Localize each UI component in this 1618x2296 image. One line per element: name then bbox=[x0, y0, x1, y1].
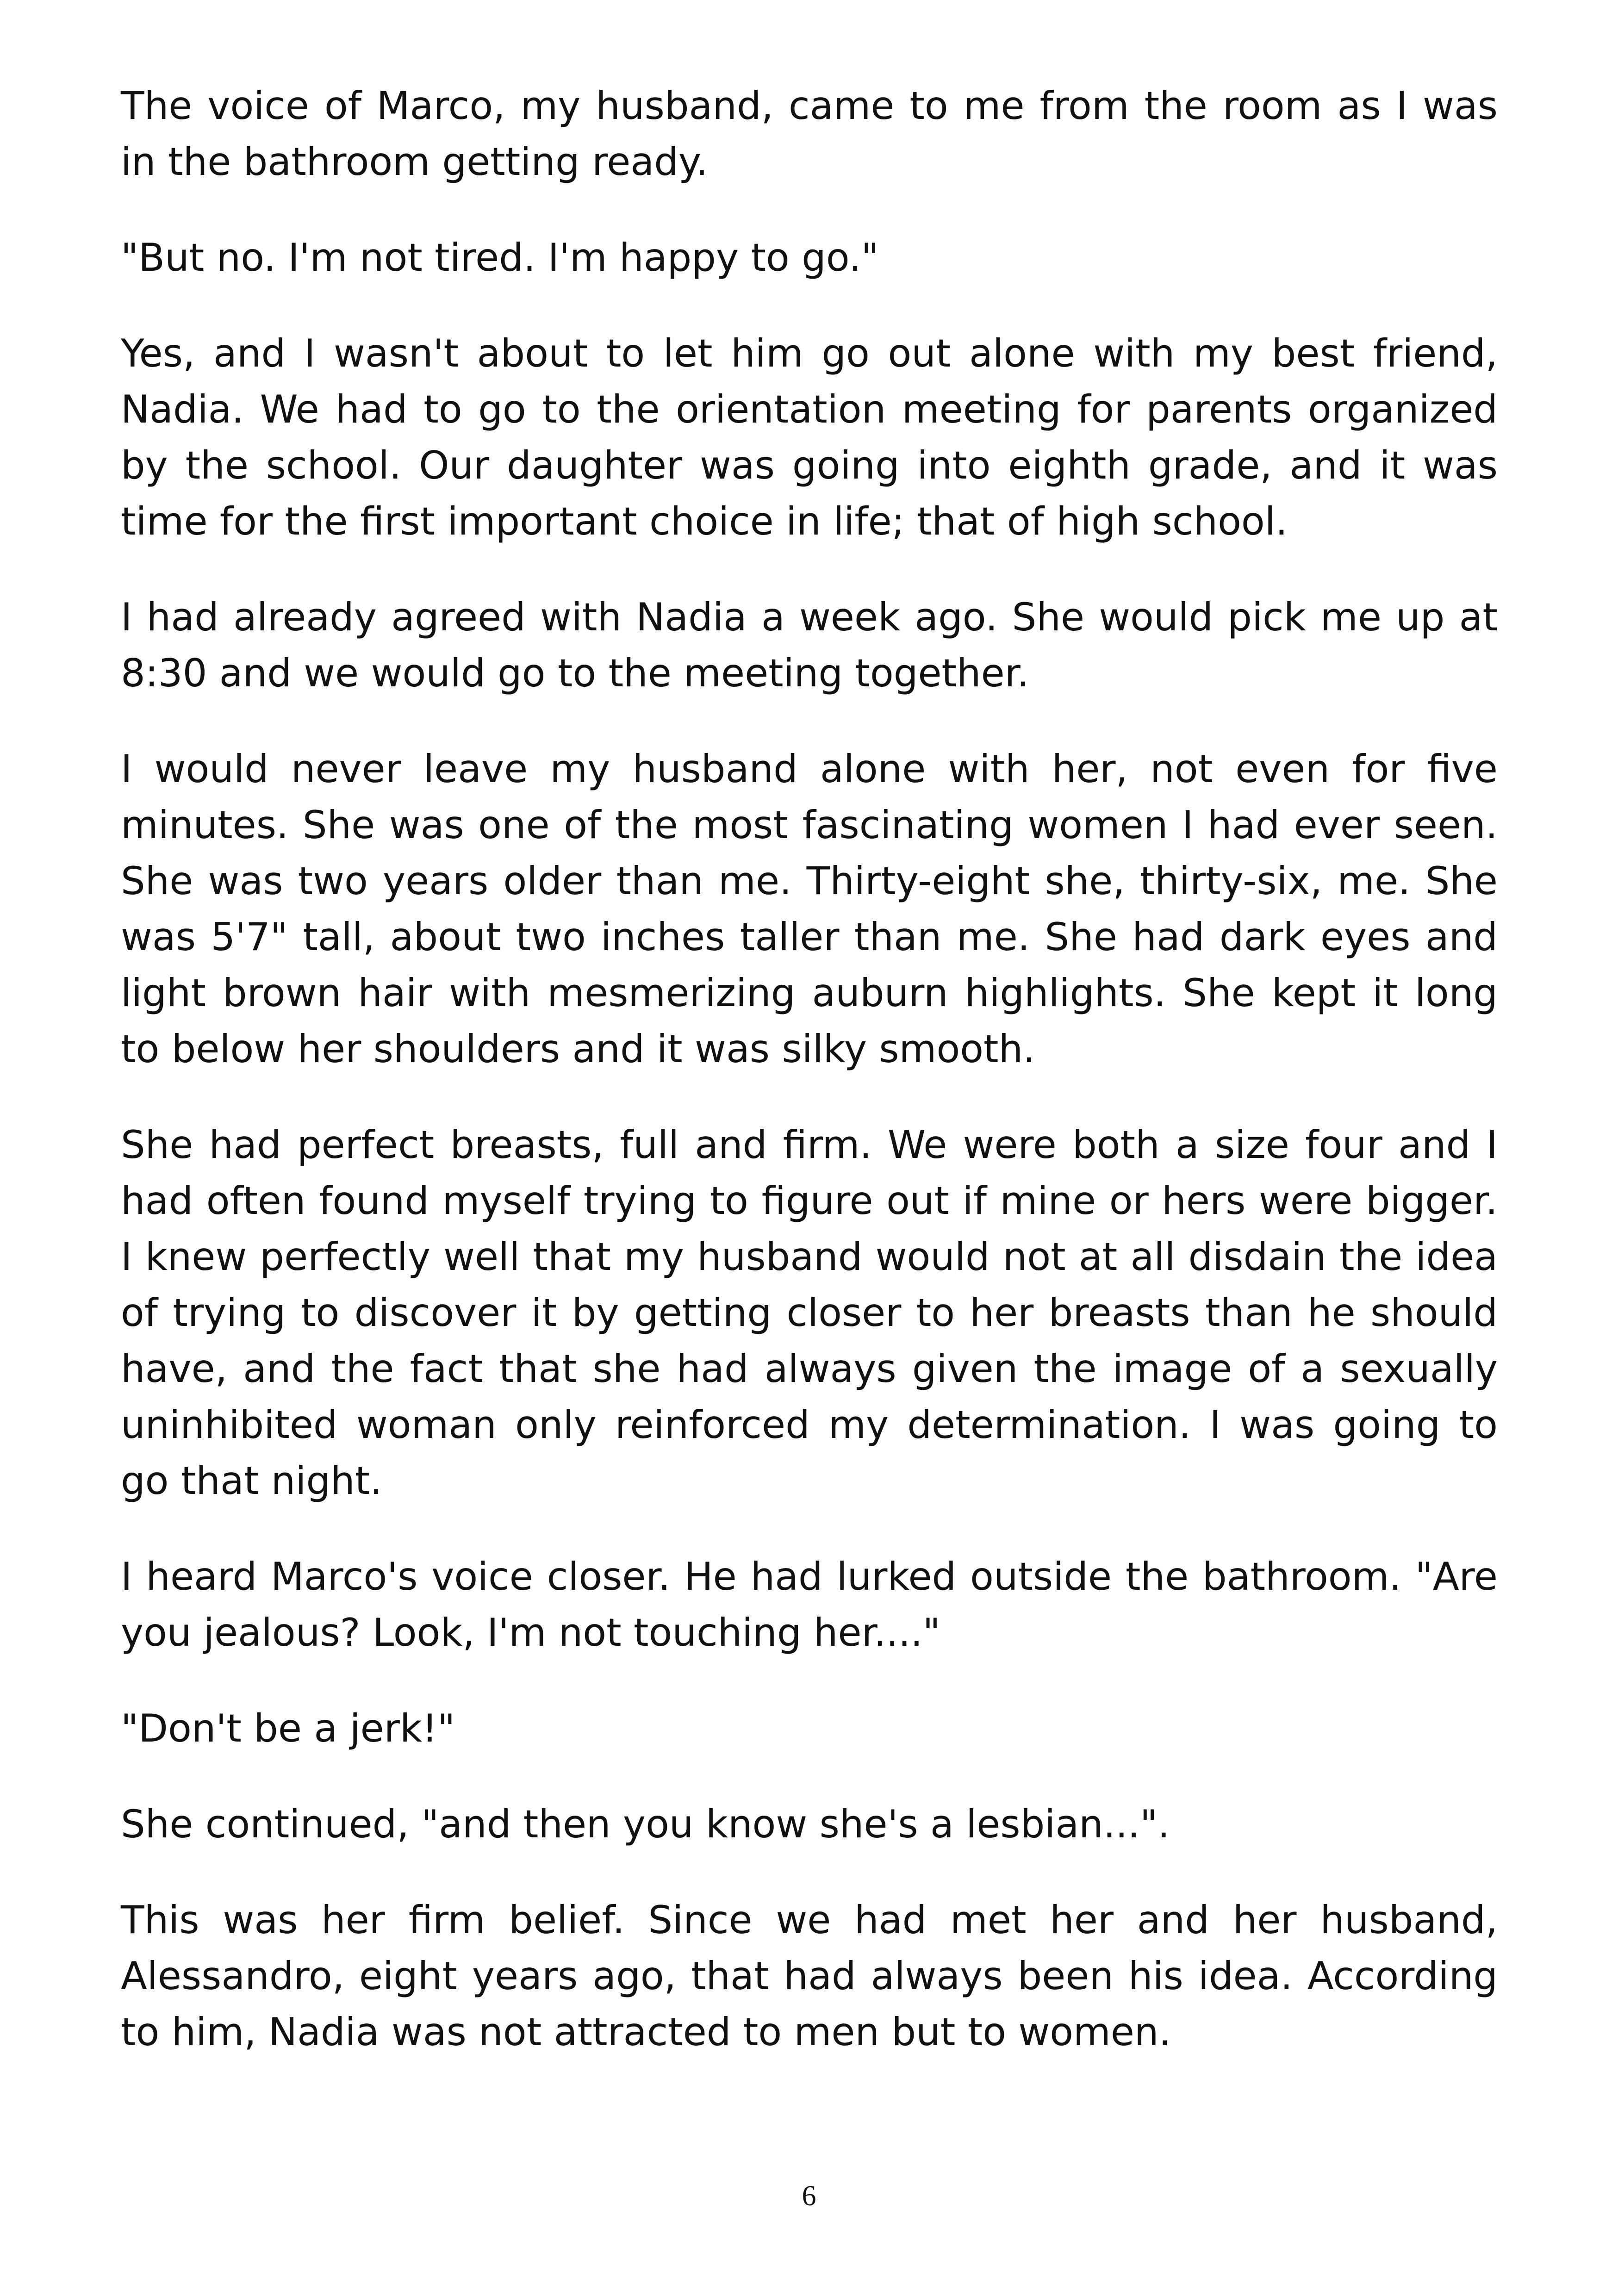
paragraph: She had perfect breasts, full and firm. We were both a size four and I had often found myself trying to figure out if mine or hers were bigger. I knew perfectly well that my husband would not at all disdain the idea of trying to discover it by getting closer to her breasts than he should have, and the fact that she had always given the image of a sexually uninhibited woman only reinforced my determination. I was going to go that night. bbox=[121, 1122, 1498, 1503]
paragraph: Yes, and I wasn't about to let him go out alone with my best friend, Nadia. We had to go to the orientation meeting for parents organized by the school. Our daughter was going into eighth grade, and it was time for the first important choice in life; that of high school. bbox=[121, 331, 1498, 544]
paragraph: The voice of Marco, my husband, came to me from the room as I was in the bathroom getting ready. bbox=[121, 83, 1498, 184]
paragraph: I would never leave my husband alone with her, not even for five minutes. She was one of the most fascinating women I had ever seen. She was two years older than me. Thirty-eight she, thirty-six, me. She was 5'7" tall, about two inches taller than me. She had dark eyes and light brown hair with mesmerizing auburn highlights. She kept it long to below her shoulders and it was silky smooth. bbox=[121, 747, 1498, 1071]
paragraph: "Don't be a jerk!" bbox=[121, 1706, 455, 1751]
paragraph: She continued, "and then you know she's a lesbian...". bbox=[121, 1802, 1170, 1847]
page-number: 6 bbox=[802, 2180, 816, 2212]
paragraph: I had already agreed with Nadia a week ago. She would pick me up at 8:30 and we would go to the meeting together. bbox=[121, 595, 1498, 696]
body-text bbox=[121, 78, 1498, 2100]
paragraph: This was her firm belief. Since we had met her and her husband, Alessandro, eight years ago, that had always been his idea. According to him, Nadia was not attracted to men but to women. bbox=[121, 1898, 1498, 2054]
paragraph: I heard Marco's voice closer. He had lurked outside the bathroom. "Are you jealous? Look, I'm not touching her...." bbox=[121, 1554, 1498, 1655]
paragraph: "But no. I'm not tired. I'm happy to go." bbox=[121, 235, 879, 280]
